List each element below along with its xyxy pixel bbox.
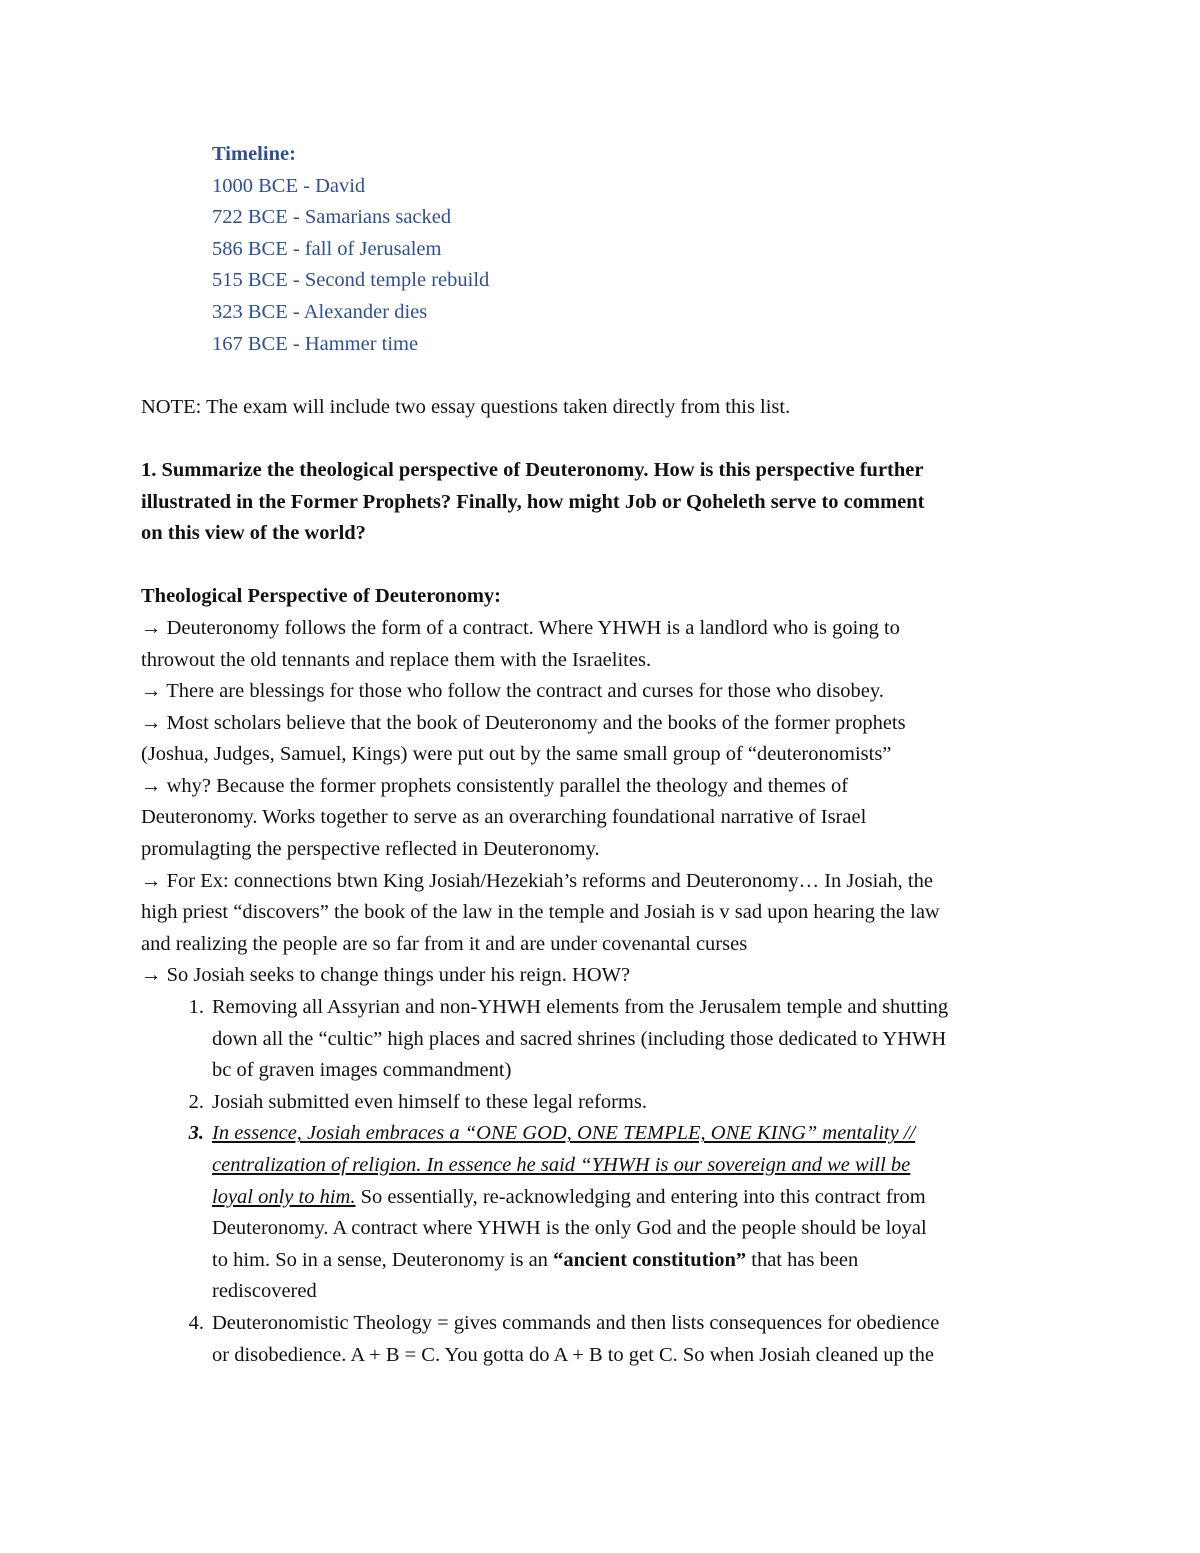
reform-line: Josiah submitted even himself to these legal reforms. [212, 1090, 647, 1113]
essay-question [141, 455, 1064, 550]
emphasis-text: loyal only to him. [212, 1185, 356, 1208]
point-item [141, 613, 1064, 676]
reform-line: Deuteronomistic Theology = gives commands and then lists consequences for obedience [212, 1311, 940, 1334]
reform-line [212, 1245, 1064, 1277]
point-line: high priest “discovers” the book of the law in the temple and Josiah is v sad upon hearing the law [141, 901, 940, 924]
timeline-title: Timeline: [212, 143, 296, 165]
point-line: → Deuteronomy follows the form of a contract. Where YHWH is a landlord who is going to [141, 616, 900, 639]
reform-line: down all the “cultic” high places and sacred shrines (including those dedicated to YHWH [212, 1027, 947, 1050]
reform-line: Removing all Assyrian and non-YHWH elements from the Jerusalem temple and shutting [212, 996, 949, 1019]
point-line: (Joshua, Judges, Samuel, Kings) were put out by the same small group of “deuteronomists” [141, 743, 892, 766]
reform-line [212, 1118, 1064, 1150]
reform-item [188, 1087, 1064, 1119]
reform-line: Deuteronomy. A contract where YHWH is the only God and the people should be loyal [212, 1217, 927, 1240]
point-list [141, 613, 1064, 992]
point-item [141, 866, 1064, 961]
timeline-entry: 586 BCE - fall of Jerusalem [212, 237, 442, 260]
list-number: 3. [188, 1122, 204, 1145]
point-line: → There are blessings for those who follow the contract and curses for those who disobey. [141, 680, 884, 703]
timeline-entry: 323 BCE - Alexander dies [212, 300, 428, 323]
reform-line [212, 1150, 1064, 1182]
point-line: → So Josiah seeks to change things under his reign. HOW? [141, 964, 631, 987]
reform-line [212, 1182, 1064, 1214]
point-line: → For Ex: connections btwn King Josiah/Hezekiah’s reforms and Deuteronomy… In Josiah, the [141, 869, 933, 892]
timeline-entry: 515 BCE - Second temple rebuild [212, 269, 490, 292]
reform-item [188, 1308, 1064, 1371]
emphasis-text: In essence, Josiah embraces a “ONE GOD, ONE TEMPLE, ONE KING” mentality // [212, 1122, 916, 1145]
reform-text: to him. So in a sense, Deuteronomy is an [212, 1248, 554, 1271]
reform-item [188, 992, 1064, 1087]
point-line: and realizing the people are so far from it and are under covenantal curses [141, 932, 748, 955]
reform-line: rediscovered [212, 1280, 317, 1303]
point-line: → why? Because the former prophets consistently parallel the theology and themes of [141, 774, 849, 797]
list-number: 2. [188, 1090, 204, 1113]
timeline-entry: 1000 BCE - David [212, 174, 366, 197]
timeline-block [141, 139, 1064, 360]
reforms-list [141, 992, 1064, 1371]
point-line: → Most scholars believe that the book of Deuteronomy and the books of the former prophets [141, 711, 906, 734]
reform-line: bc of graven images commandment) [212, 1059, 512, 1082]
list-number: 4. [188, 1311, 204, 1334]
section-heading: Theological Perspective of Deuteronomy: [141, 585, 501, 608]
point-line: Deuteronomy. Works together to serve as an overarching foundational narrative of Israel [141, 806, 867, 829]
question-line: illustrated in the Former Prophets? Finally, how might Job or Qoheleth serve to comment [141, 490, 925, 513]
point-item [141, 771, 1064, 866]
question-line: 1. Summarize the theological perspective of Deuteronomy. How is this perspective further [141, 458, 924, 481]
exam-note: NOTE: The exam will include two essay questions taken directly from this list. [141, 395, 791, 418]
reform-item [188, 1118, 1064, 1308]
question-line: on this view of the world? [141, 522, 366, 545]
reform-text: So essentially, re-acknowledging and entering into this contract from [355, 1185, 926, 1208]
list-number: 1. [188, 996, 204, 1019]
point-item [141, 676, 1064, 708]
timeline-entry: 722 BCE - Samarians sacked [212, 206, 452, 229]
timeline-entry: 167 BCE - Hammer time [212, 332, 419, 355]
emphasis-text: centralization of religion. In essence he said “YHWH is our sovereign and we will be [212, 1154, 911, 1176]
bold-term: “ancient constitution” [553, 1248, 747, 1271]
point-line: promulagting the perspective reflected in Deuteronomy. [141, 838, 600, 861]
point-line: throwout the old tennants and replace them with the Israelites. [141, 648, 652, 671]
point-item [141, 708, 1064, 771]
point-item [141, 960, 1064, 992]
reform-line: or disobedience. A + B = C. You gotta do A + B to get C. So when Josiah cleaned up the [212, 1343, 934, 1366]
reform-text: that has been [746, 1248, 859, 1271]
